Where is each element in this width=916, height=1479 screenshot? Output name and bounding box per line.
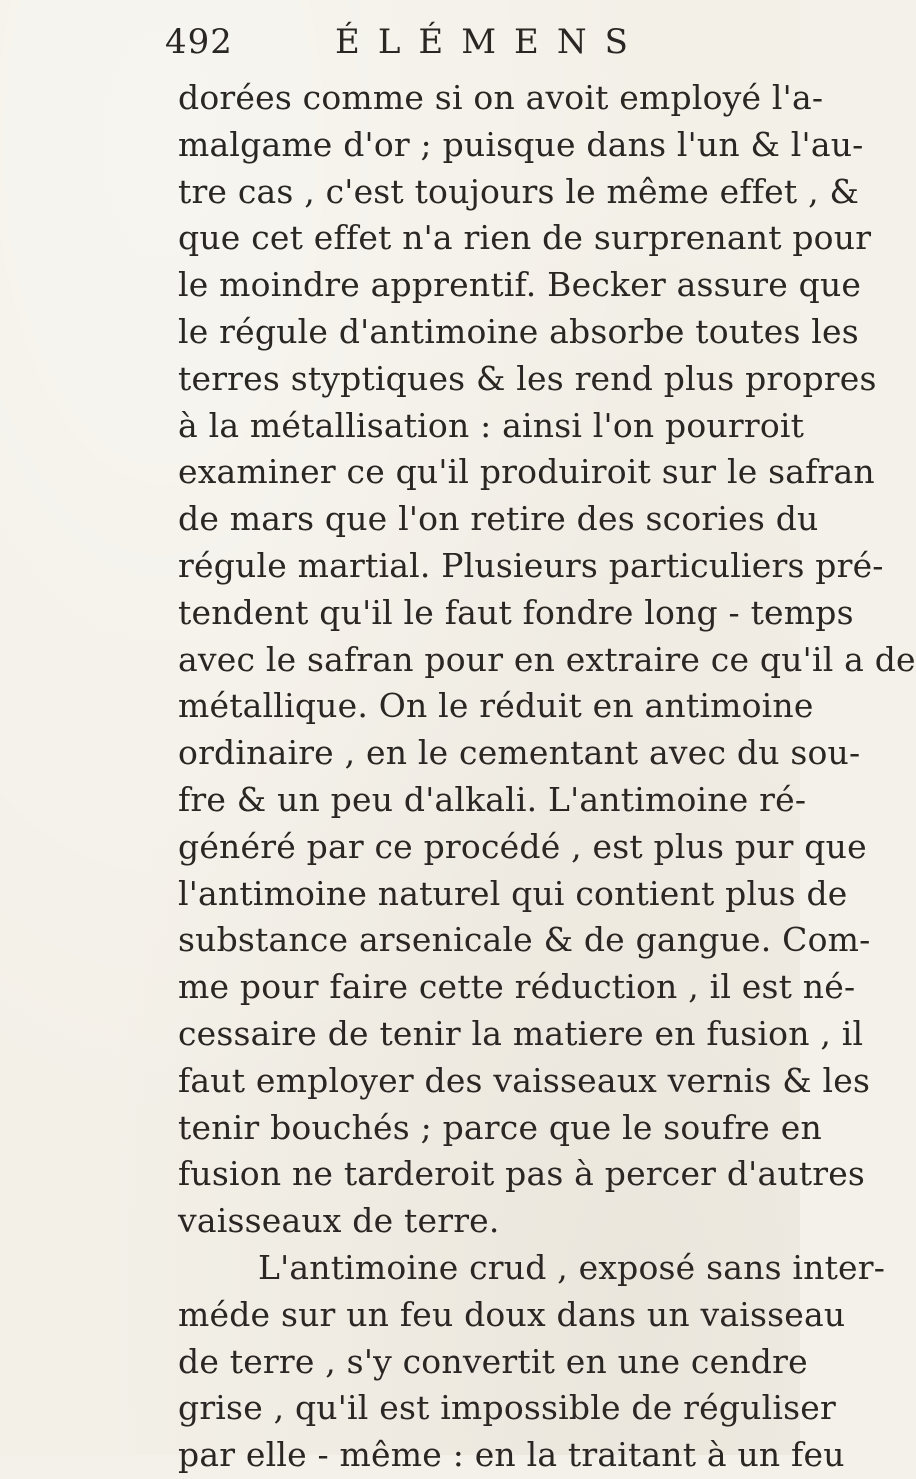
text-line: avec le safran pour en extraire ce qu'il a de	[178, 639, 916, 679]
text-line: tendent qu'il le faut fondre long - temps	[178, 592, 854, 632]
text-line: me pour faire cette réduction , il est né-	[178, 967, 856, 1007]
text-line: de terre , s'y convertit en une cendre	[178, 1341, 808, 1381]
text-line: le moindre apprentif. Becker assure que	[178, 265, 862, 305]
text-line: substance arsenicale & de gangue. Com-	[178, 920, 871, 960]
text-line: l'antimoine naturel qui contient plus de	[178, 873, 848, 913]
page-header	[165, 22, 646, 62]
text-line: par elle - même : en la traitant à un feu	[178, 1435, 845, 1475]
text-line: généré par ce procédé , est plus pur que	[178, 826, 867, 866]
text-line: vaisseaux de terre.	[178, 1201, 500, 1241]
text-line: régule martial. Plusieurs particuliers pré-	[178, 545, 884, 585]
text-line: dorées comme si on avoit employé l'a-	[178, 78, 824, 117]
text-line: tenir bouchés ; parce que le soufre en	[178, 1107, 822, 1147]
page-number: 492	[165, 22, 233, 62]
text-line: ordinaire , en le cementant avec du sou-	[178, 733, 861, 773]
text-line: faut employer des vaisseaux vernis & les	[178, 1060, 871, 1100]
text-line: que cet effet n'a rien de surprenant pour	[178, 218, 872, 258]
text-line: de mars que l'on retire des scories du	[178, 499, 819, 539]
text-line: le régule d'antimoine absorbe toutes les	[178, 311, 859, 351]
text-line: examiner ce qu'il produiroit sur le safran	[178, 452, 875, 492]
text-line: terres styptiques & les rend plus propres	[178, 358, 877, 398]
text-line: malgame d'or ; puisque dans l'un & l'au-	[178, 124, 864, 164]
text-line: fre & un peu d'alkali. L'antimoine ré-	[178, 779, 807, 819]
text-line: cessaire de tenir la matiere en fusion , il	[178, 1013, 864, 1053]
text-line: méde sur un feu doux dans un vaisseau	[178, 1294, 846, 1334]
text-line: tre cas , c'est toujours le même effet , &	[178, 171, 860, 211]
paragraph-start-line: L'antimoine crud , exposé sans inter-	[258, 1247, 886, 1287]
body-text	[178, 75, 916, 1479]
text-line: métallique. On le réduit en antimoine	[178, 686, 814, 726]
text-line: à la métallisation : ainsi l'on pourroit	[178, 405, 805, 445]
running-title: ÉLÉMENS	[335, 22, 646, 62]
text-line: grise , qu'il est impossible de réguliser	[178, 1388, 836, 1428]
text-line: fusion ne tarderoit pas à percer d'autres	[178, 1154, 866, 1194]
